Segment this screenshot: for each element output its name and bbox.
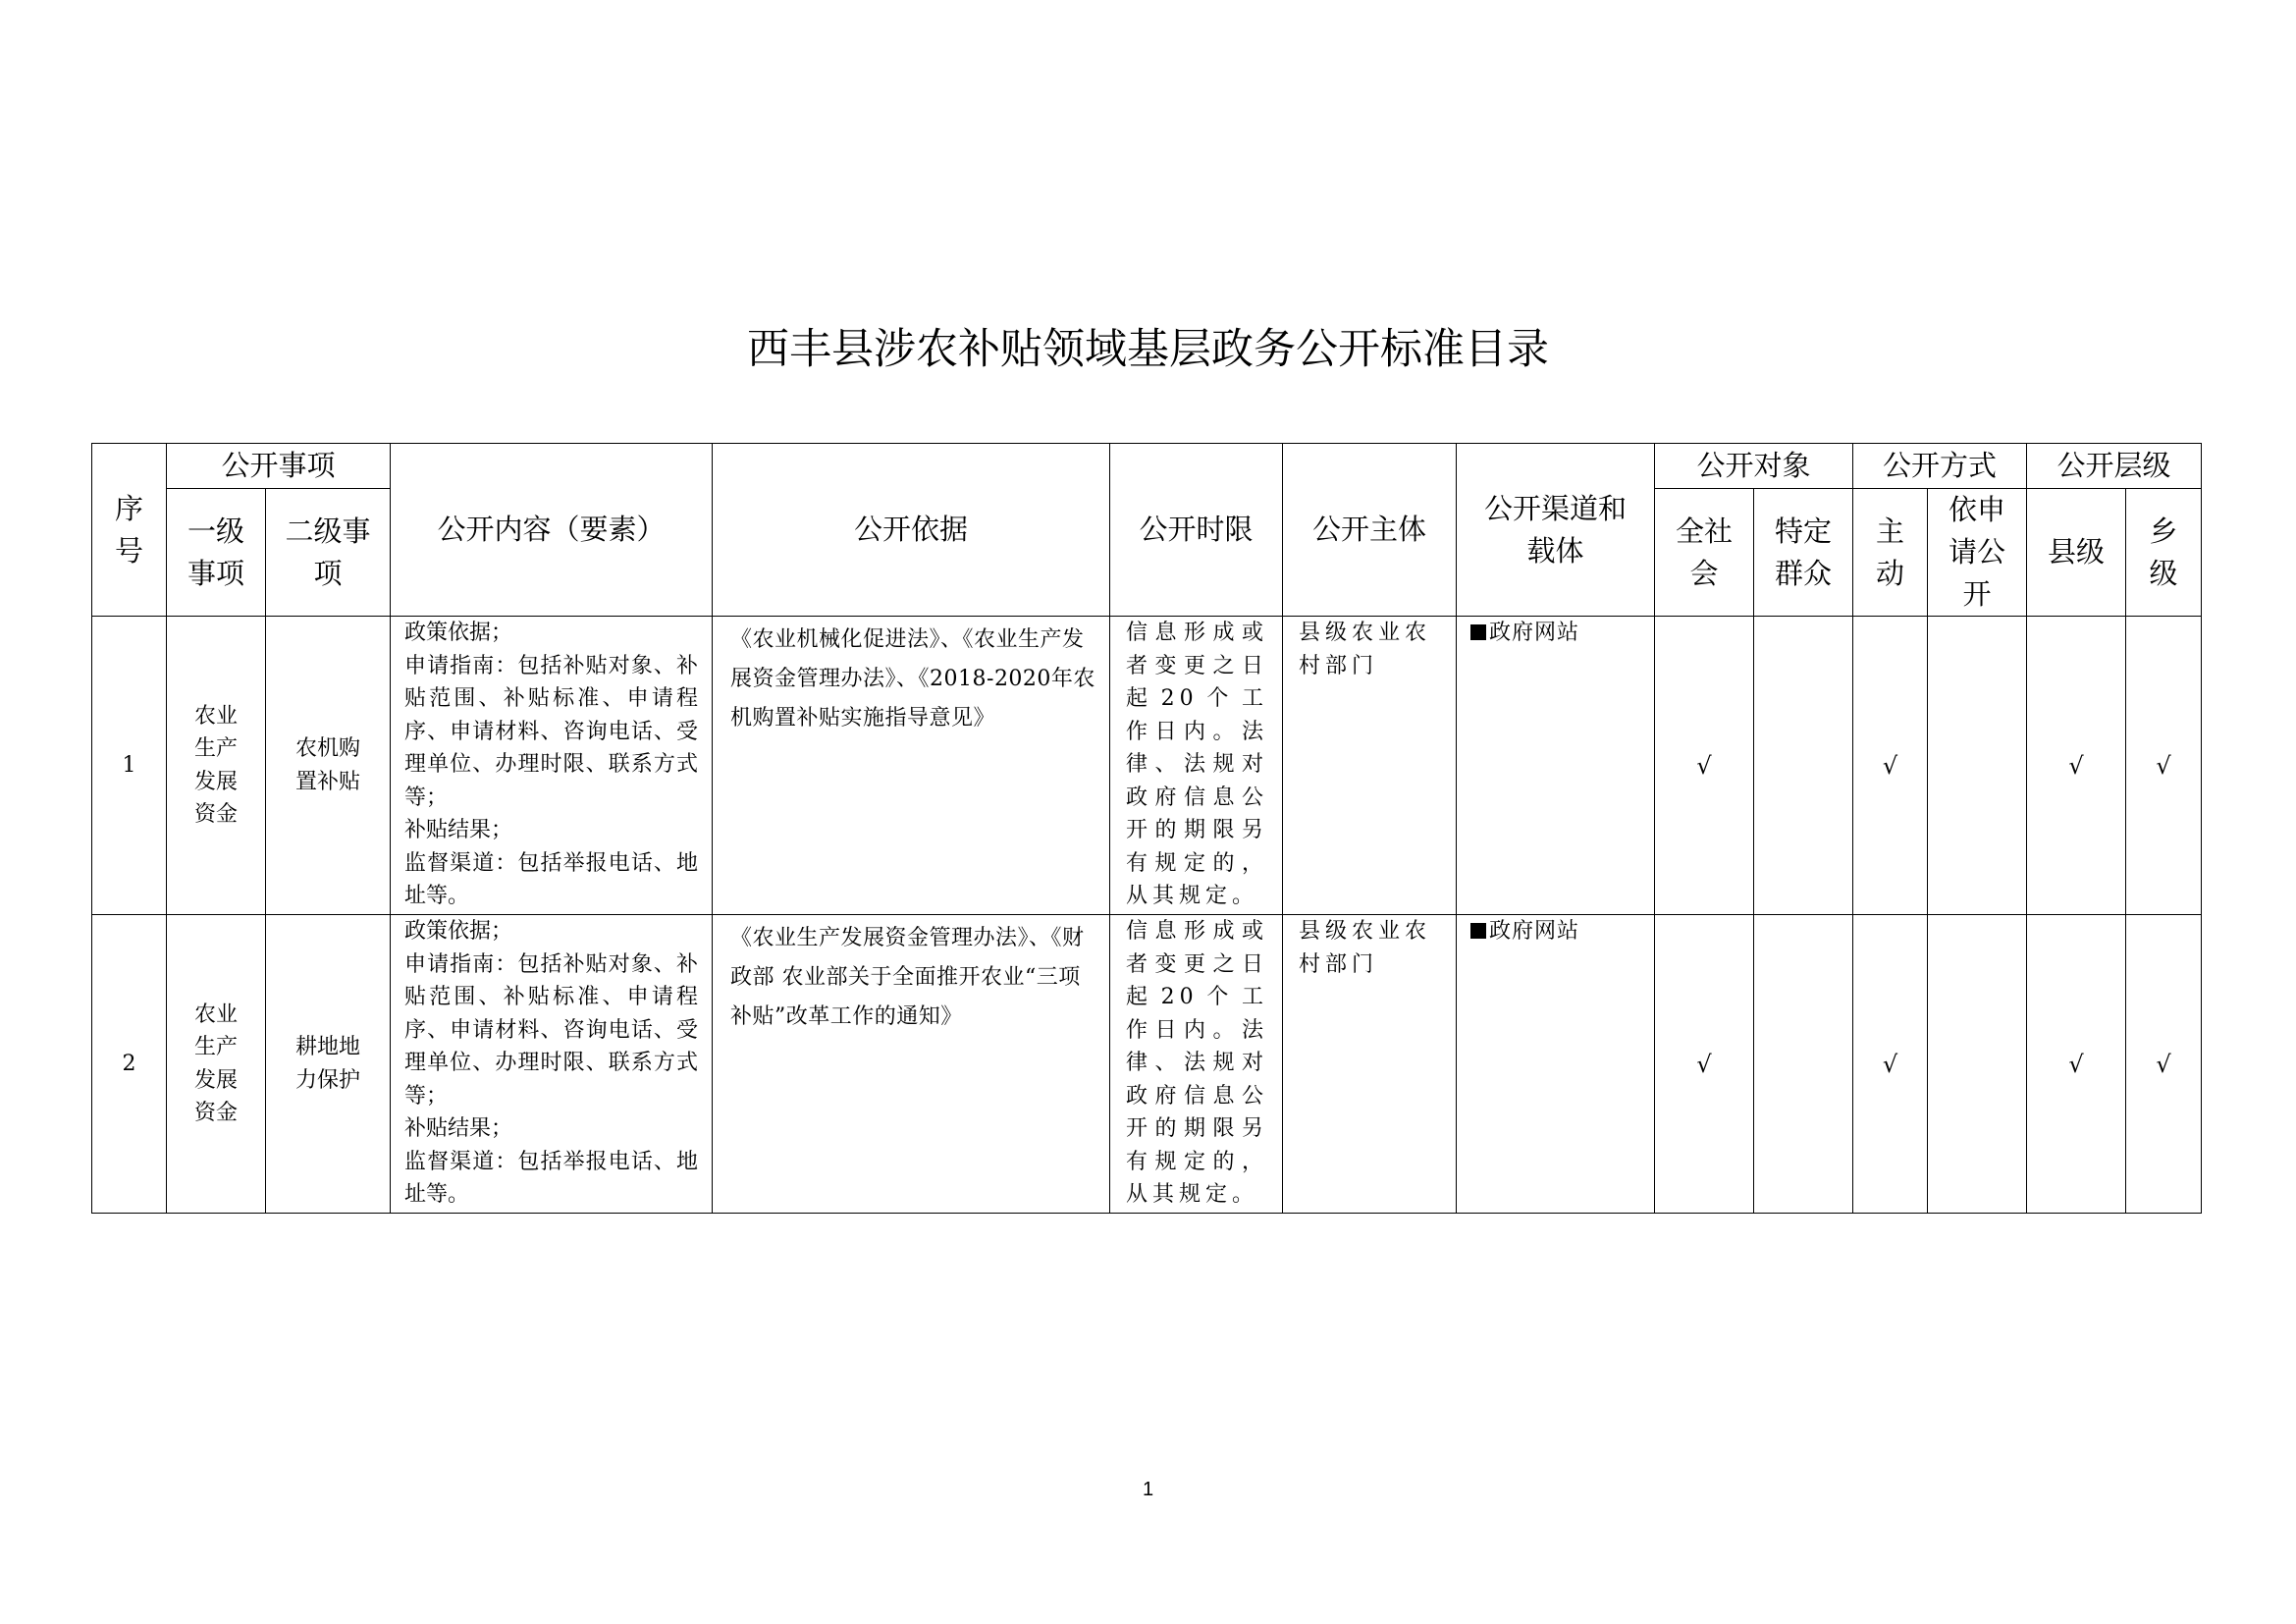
row-method-active: √	[1853, 915, 1928, 1214]
header-subject: 公开主体	[1283, 444, 1457, 617]
row-subject: 县级农业农村部门	[1283, 617, 1457, 915]
row-time-limit: 信息形成或者变更之日起20个工作日内。法律、法规对政府信息公开的期限另有规定的，从其规定。	[1110, 915, 1283, 1214]
header-method-group: 公开方式	[1853, 444, 2027, 489]
row-channel	[1457, 915, 1655, 1214]
row-method-request	[1928, 617, 2027, 915]
row-level-township: √	[2126, 915, 2202, 1214]
header-channel: 公开渠道和载体	[1457, 444, 1655, 617]
row-channel-label: 政府网站	[1489, 919, 1580, 944]
row-time-limit: 信息形成或者变更之日起20个工作日内。法律、法规对政府信息公开的期限另有规定的，从其规定。	[1110, 617, 1283, 915]
row-content: 政策依据； 申请指南：包括补贴对象、补贴范围、补贴标准、申请程序、申请材料、咨询电话、受理单位、办理时限、联系方式等； 补贴结果； 监督渠道：包括举报电话、地址等。	[391, 617, 713, 915]
row-level1: 农业生产发展资金	[167, 617, 266, 915]
row-target-specific	[1754, 915, 1853, 1214]
row-level-county: √	[2027, 915, 2126, 1214]
header-target-all: 全社会	[1655, 489, 1754, 617]
header-level-township: 乡级	[2126, 489, 2202, 617]
row-target-all: √	[1655, 617, 1754, 915]
row-level2: 耕地地力保护	[266, 915, 391, 1214]
header-level1: 一级事项	[167, 489, 266, 617]
row-level2: 农机购置补贴	[266, 617, 391, 915]
row-target-all: √	[1655, 915, 1754, 1214]
header-basis: 公开依据	[713, 444, 1110, 617]
page-title: 西丰县涉农补贴领域基层政务公开标准目录	[747, 325, 1549, 374]
square-bullet-icon	[1470, 923, 1486, 939]
header-method-active: 主动	[1853, 489, 1928, 617]
row-channel-label: 政府网站	[1489, 621, 1580, 645]
table-row	[92, 915, 2202, 1214]
row-method-active: √	[1853, 617, 1928, 915]
row-content: 政策依据； 申请指南：包括补贴对象、补贴范围、补贴标准、申请程序、申请材料、咨询电话、受理单位、办理时限、联系方式等； 补贴结果； 监督渠道：包括举报电话、地址等。	[391, 915, 713, 1214]
header-content: 公开内容（要素）	[391, 444, 713, 617]
row-basis: 《农业机械化促进法》、《农业生产发展资金管理办法》、《2018-2020年农机购置补贴实施指导意见》	[713, 617, 1110, 915]
header-seq: 序号	[92, 444, 167, 617]
row-level-county: √	[2027, 617, 2126, 915]
row-channel	[1457, 617, 1655, 915]
header-method-request: 依申请公开	[1928, 489, 2027, 617]
table-row	[92, 617, 2202, 915]
row-seq: 1	[92, 617, 167, 915]
row-level1: 农业生产发展资金	[167, 915, 266, 1214]
row-method-request	[1928, 915, 2027, 1214]
row-target-specific	[1754, 617, 1853, 915]
row-subject: 县级农业农村部门	[1283, 915, 1457, 1214]
header-target-group: 公开对象	[1655, 444, 1853, 489]
header-row-1	[92, 444, 2202, 489]
header-items-group: 公开事项	[167, 444, 391, 489]
header-time-limit: 公开时限	[1110, 444, 1283, 617]
row-seq: 2	[92, 915, 167, 1214]
row-level-township: √	[2126, 617, 2202, 915]
catalog-table	[91, 443, 2202, 1214]
header-level-county: 县级	[2027, 489, 2126, 617]
square-bullet-icon	[1470, 624, 1486, 640]
header-target-specific: 特定群众	[1754, 489, 1853, 617]
header-level-group: 公开层级	[2027, 444, 2202, 489]
page-number: 1	[1142, 1479, 1154, 1500]
row-basis: 《农业生产发展资金管理办法》、《财政部 农业部关于全面推开农业“三项补贴”改革工作的通知》	[713, 915, 1110, 1214]
header-level2: 二级事项	[266, 489, 391, 617]
